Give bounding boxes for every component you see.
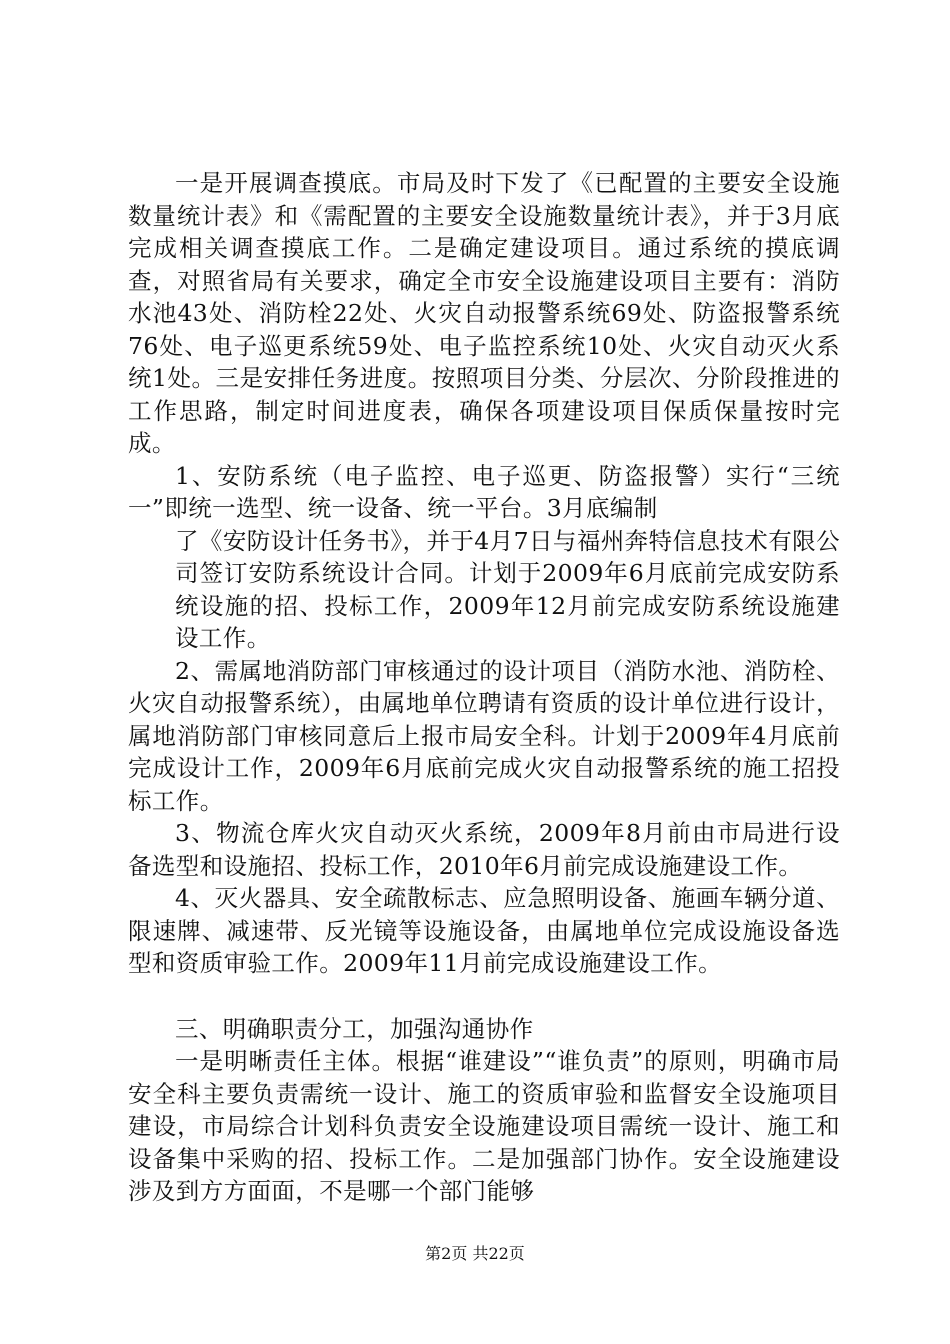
paragraph-item-3: 3、物流仓库火灾自动灭火系统，2009年8月前由市局进行设备选型和设施招、投标工作，2010年6月前完成设施建设工作。 xyxy=(128,819,840,880)
document-body xyxy=(128,167,840,1208)
paragraph-item-2: 2、需属地消防部门审核通过的设计项目（消防水池、消防栓、火灾自动报警系统），由属地单位聘请有资质的设计单位进行设计，属地消防部门审核同意后上报市局安全科。计划于2009年4月底前完成设计工作，2009年6月底前完成火灾自动报警系统的施工招投标工作。 xyxy=(128,656,840,815)
paragraph-item-1: 1、安防系统（电子监控、电子巡更、防盗报警）实行“三统一”即统一选型、统一设备、统一平台。3月底编制 xyxy=(128,461,840,522)
section-heading: 三、明确职责分工，加强沟通协作 xyxy=(175,1014,534,1043)
paragraph-item-1-continued: 了《安防设计任务书》，并于4月7日与福州奔特信息技术有限公司签订安防系统设计合同。计划于2009年6月底前完成安防系统设施的招、投标工作，2009年12月前完成安防系统设施建设工作。 xyxy=(175,526,840,652)
page-number-footer: 第2页 共22页 xyxy=(425,1244,525,1263)
paragraph-survey: 一是开展调查摸底。市局及时下发了《已配置的主要安全设施数量统计表》和《需配置的主要安全设施数量统计表》，并于3月底完成相关调查摸底工作。二是确定建设项目。通过系统的摸底调查，对照省局有关要求，确定全市安全设施建设项目主要有：消防水池43处、消防栓22处、火灾自动报警系统69处、防盗报警系统76处、电子巡更系统59处、电子监控系统10处、火灾自动灭火系统1处。三是安排任务进度。按照项目分类、分层次、分阶段推进的工作思路，制定时间进度表，确保各项建设项目保质保量按时完成。 xyxy=(128,169,840,457)
paragraph-spacer xyxy=(128,980,840,1013)
paragraph-responsibility: 一是明晰责任主体。根据“谁建设”“谁负责”的原则，明确市局安全科主要负责需统一设计、施工的资质审验和监督安全设施项目建设，市局综合计划科负责安全设施建设项目需统一设计、施工和设备集中采购的招、投标工作。二是加强部门协作。安全设施建设涉及到方方面面，不是哪一个部门能够 xyxy=(128,1047,840,1205)
paragraph-item-4: 4、灭火器具、安全疏散标志、应急照明设备、施画车辆分道、限速牌、减速带、反光镜等设施设备，由属地单位完成设施设备选型和资质审验工作。2009年11月前完成设施建设工作。 xyxy=(128,884,840,977)
